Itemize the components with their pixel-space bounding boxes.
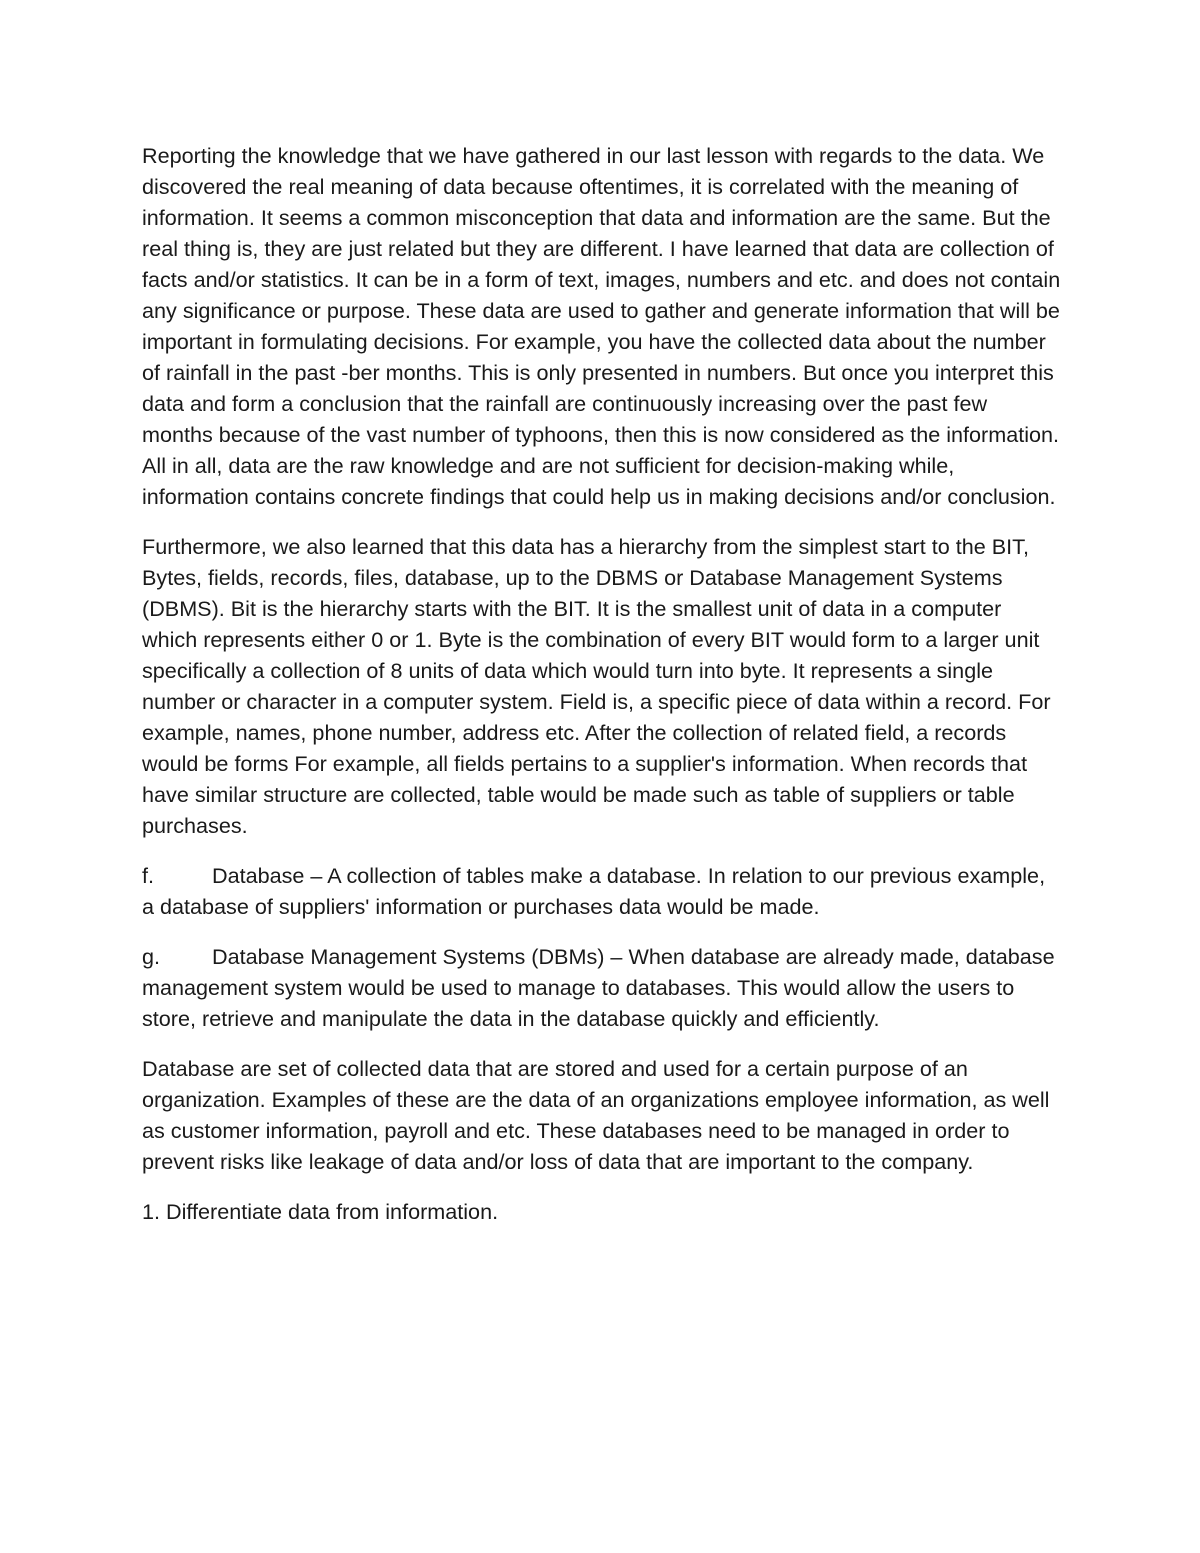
list-item-text: Database – A collection of tables make a database. In relation to our previous example, a database of suppliers' information or purchases data would be made. <box>142 863 1046 919</box>
paragraph-database-purpose: Database are set of collected data that are stored and used for a certain purpose of an organization. Examples of these are the data of an organizations employee information, as well as customer information, payroll and etc. These databases need to be managed in order to prevent risks like leakage of data and/or loss of data that are important to the company. <box>142 1056 1050 1174</box>
paragraph-data-vs-information: Reporting the knowledge that we have gathered in our last lesson with regards to the data. We discovered the real meaning of data because oftentimes, it is correlated with the meaning of information. It seems a common misconception that data and information are the same. But the real thing is, they are just related but they are different. I have learned that data are collection of facts and/or statistics. It can be in a form of text, images, numbers and etc. and does not contain any significance or purpose. These data are used to gather and generate information that will be important in formulating decisions. For example, you have the collected data about the number of rainfall in the past -ber months. This is only presented in numbers. But once you interpret this data and form a conclusion that the rainfall are continuously increasing over the past few months because of the vast number of typhoons, then this is now considered as the information. All in all, data are the raw knowledge and are not sufficient for decision-making while, information contains concrete findings that could help us in making decisions and/or conclusion. <box>142 143 1061 509</box>
list-marker: f. <box>142 863 154 888</box>
question-heading: 1. Differentiate data from information. <box>142 1199 499 1224</box>
document-body <box>142 140 1062 1246</box>
list-item-dbms <box>142 941 1062 1034</box>
list-item-text: Database Management Systems (DBMs) – When database are already made, database management system would be used to manage to databases. This would allow the users to store, retrieve and manipulate the data in the database quickly and efficiently. <box>142 944 1055 1031</box>
paragraph-data-hierarchy: Furthermore, we also learned that this data has a hierarchy from the simplest start to the BIT, Bytes, fields, records, files, database, up to the DBMS or Database Management Systems (DBMS). Bit is the hierarchy starts with the BIT. It is the smallest unit of data in a computer which represents either 0 or 1. Byte is the combination of every BIT would form to a larger unit specifically a collection of 8 units of data which would turn into byte. It represents a single number or character in a computer system. Field is, a specific piece of data within a record. For example, names, phone number, address etc. After the collection of related field, a records would be forms For example, all fields pertains to a supplier's information. When records that have similar structure are collected, table would be made such as table of suppliers or table purchases. <box>142 534 1051 838</box>
list-item-database <box>142 860 1062 922</box>
list-marker: g. <box>142 944 161 969</box>
